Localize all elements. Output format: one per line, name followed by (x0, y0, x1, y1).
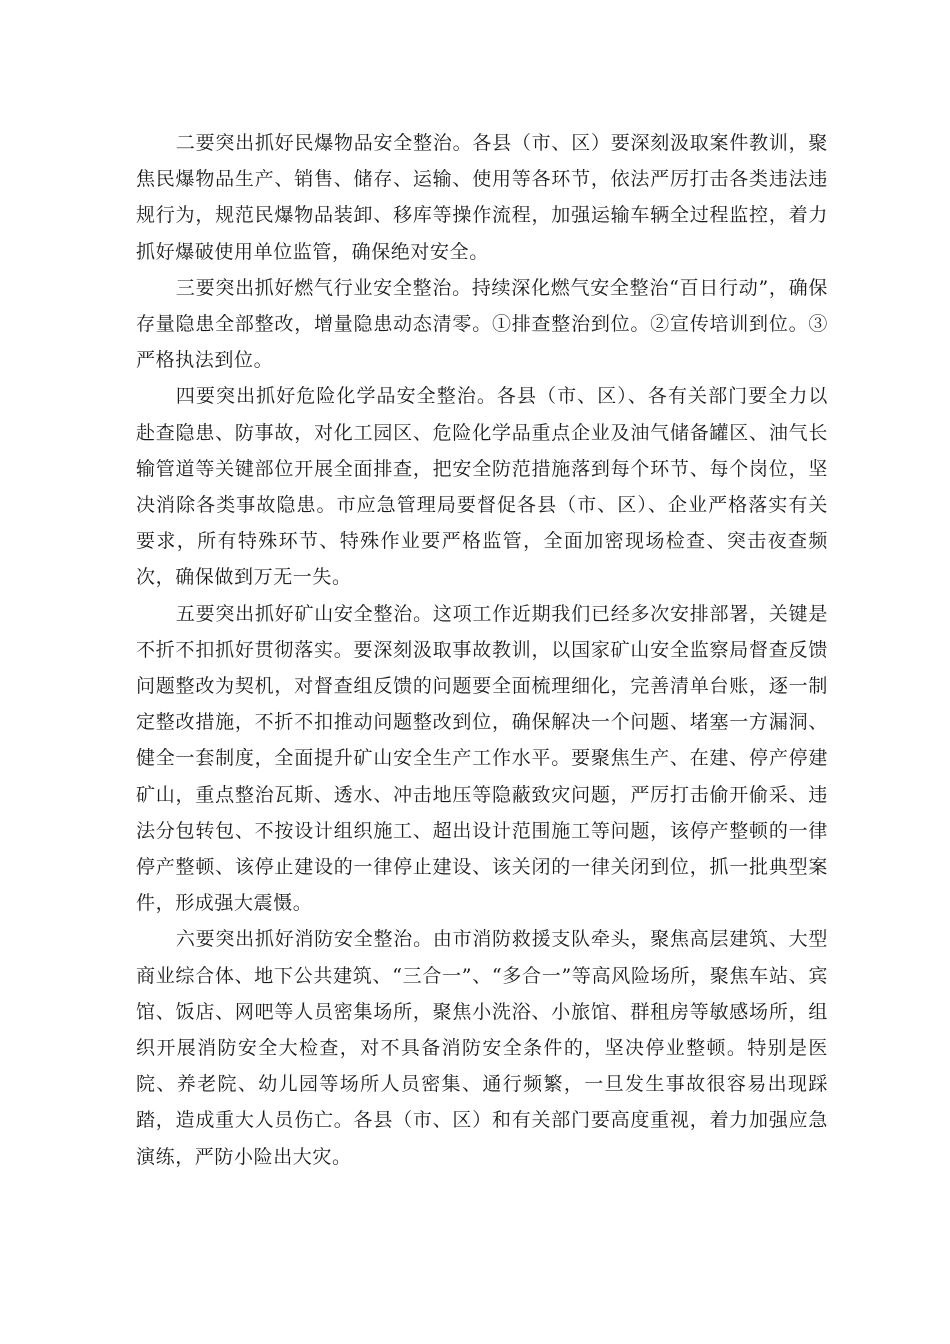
paragraph-mine-safety: 五要突出抓好矿山安全整治。这项工作近期我们已经多次安排部署，关键是不折不扣抓好贯彻落实。要深刻汲取事故教训，以国家矿山安全监察局督查反馈问题整改为契机，对督查组反馈的问题要全面梳理细化，完善清单台账，逐一制定整改措施，不折不扣推动问题整改到位，确保解决一个问题、堵塞一方漏洞、健全一套制度，全面提升矿山安全生产工作水平。要聚焦生产、在建、停产停建矿山，重点整治瓦斯、透水、冲击地压等隐蔽致灾问题，严厉打击偷开偷采、违法分包转包、不按设计组织施工、超出设计范围施工等问题，该停产整顿的一律停产整顿、该停止建设的一律停止建设、该关闭的一律关闭到位，抓一批典型案件，形成强大震慑。 (136, 602, 828, 915)
paragraph-civil-explosives: 二要突出抓好民爆物品安全整治。各县（市、区）要深刻汲取案件教训，聚焦民爆物品生产、销售、储存、运输、使用等各环节，依法严厉打击各类违法违规行为，规范民爆物品装卸、移库等操作流程，加强运输车辆全过程监控，着力抓好爆破使用单位监管，确保绝对安全。 (136, 132, 828, 263)
paragraph-gas-industry: 三要突出抓好燃气行业安全整治。持续深化燃气安全整治“百日行动”，确保存量隐患全部整改，增量隐患动态清零。①排查整治到位。②宣传培训到位。③严格执法到位。 (136, 276, 828, 372)
paragraph-fire-safety: 六要突出抓好消防安全整治。由市消防救援支队牵头，聚焦高层建筑、大型商业综合体、地下公共建筑、“三合一”、“多合一”等高风险场所，聚焦车站、宾馆、饭店、网吧等人员密集场所，聚焦小洗浴、小旅馆、群租房等敏感场所，组织开展消防安全大检查，对不具备消防安全条件的，坚决停业整顿。特别是医院、养老院、幼儿园等场所人员密集、通行频繁，一旦发生事故很容易出现踩踏，造成重大人员伤亡。各县（市、区）和有关部门要高度重视，着力加强应急演练，严防小险出大灾。 (136, 928, 828, 1168)
document-page (136, 125, 828, 1175)
paragraph-hazardous-chemicals: 四要突出抓好危险化学品安全整治。各县（市、区）、各有关部门要全力以赴查隐患、防事故，对化工园区、危险化学品重点企业及油气储备罐区、油气长输管道等关键部位开展全面排查，把安全防范措施落到每个环节、每个岗位，坚决消除各类事故隐患。市应急管理局要督促各县（市、区）、企业严格落实有关要求，所有特殊环节、特殊作业要严格监管，全面加密现场检查、突击夜查频次，确保做到万无一失。 (136, 385, 828, 589)
